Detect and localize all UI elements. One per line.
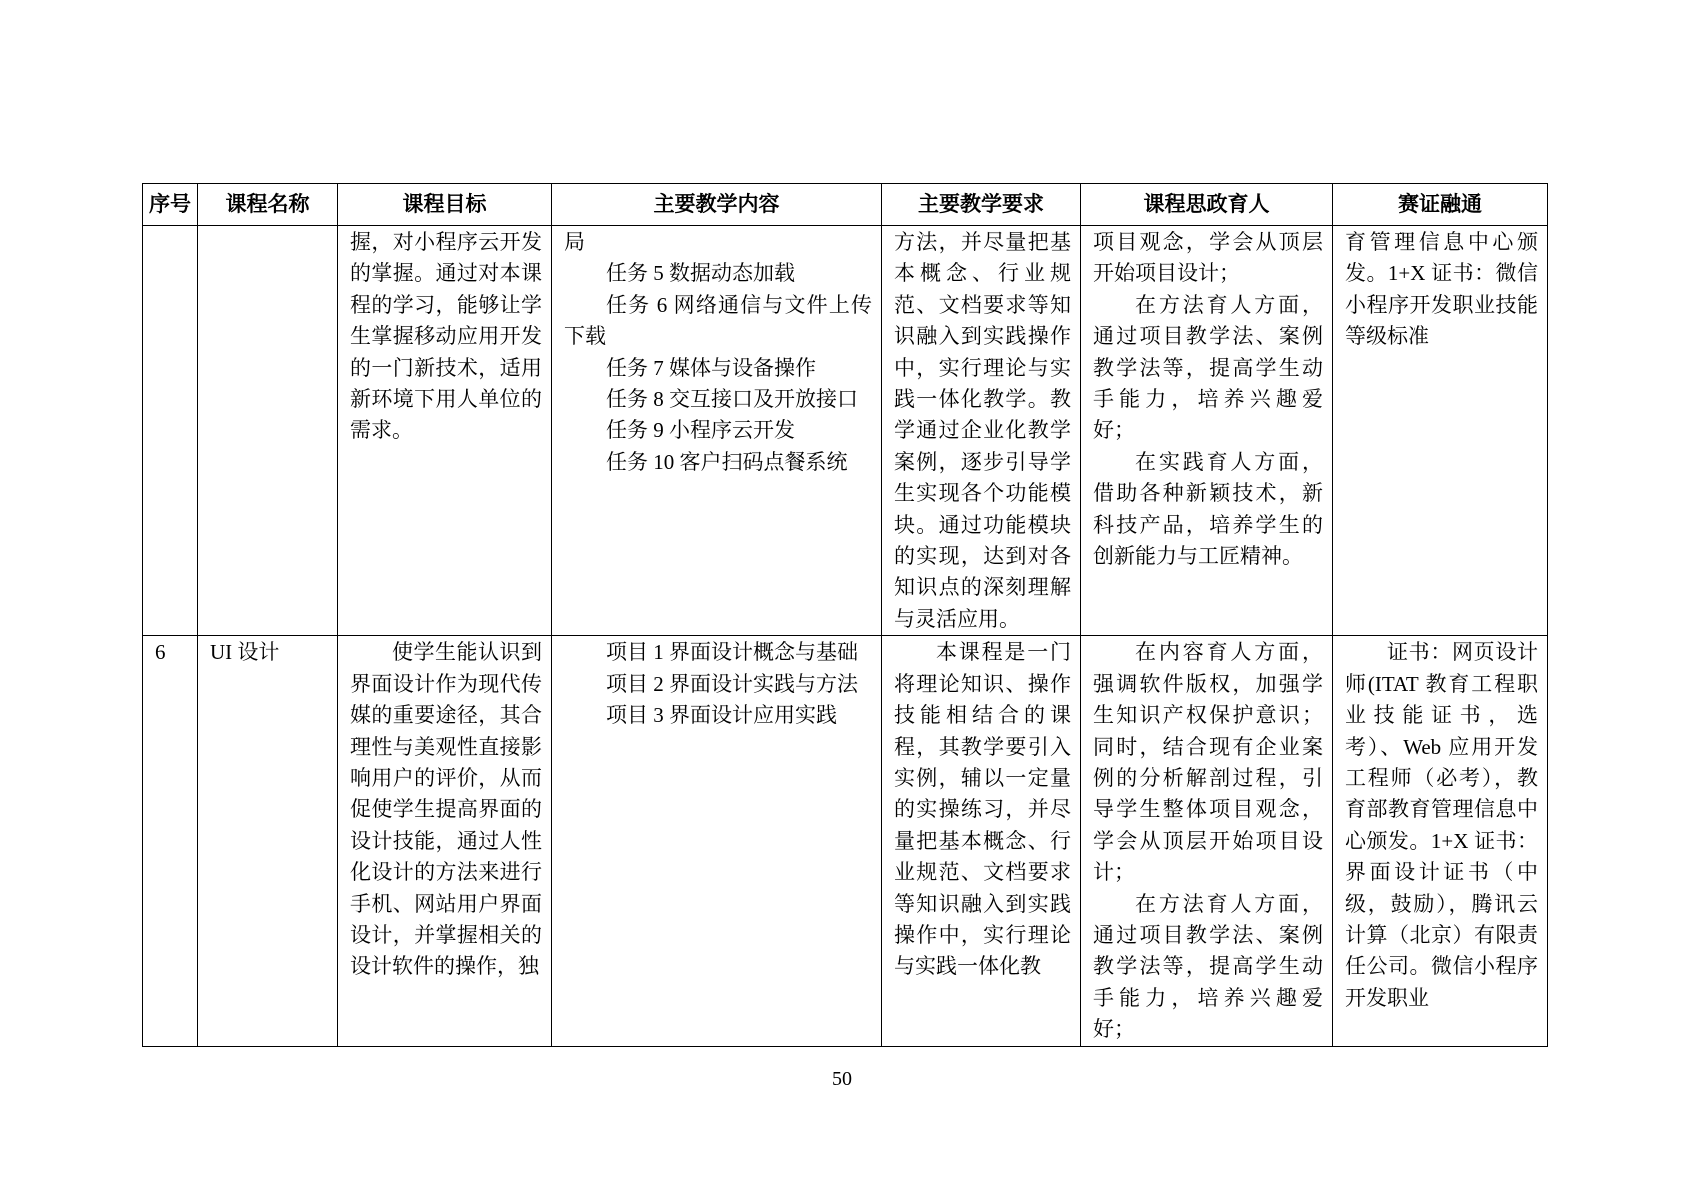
content-line: 任务 6 网络通信与文件上传下载 — [564, 292, 872, 349]
content-line: 项目 3 界面设计应用实践 — [606, 703, 837, 728]
cell-certificates — [1333, 636, 1548, 1046]
certificates-paragraph: 证书：网页设计师(ITAT 教育工程职业技能证书，选考）、Web 应用开发工程师（必考），教育部教育管理信息中心颁发。1+X 证书：界面设计证书（中级，鼓励），腾讯云计算（北京）有限责任公司。微信小程序开发职业 — [1345, 640, 1538, 1010]
col-header-requirements: 主要教学要求 — [882, 184, 1081, 226]
table-row-ui-design — [143, 636, 1548, 1046]
content-line: 任务 9 小程序云开发 — [606, 418, 795, 443]
requirements-paragraph: 本课程是一门将理论知识、操作技能相结合的课程，其教学要引入实例，辅以一定量的实操练习，并尽量把基本概念、行业规范、文档要求等知识融入到实践操作中，实行理论与实践一体化教 — [894, 640, 1071, 979]
goal-paragraph: 握，对小程序云开发的掌握。通过对本课程的学习，能够让学生掌握移动应用开发的一门新技术，适用新环境下用人单位的需求。 — [350, 230, 542, 443]
ideology-paragraph: 在内容育人方面，强调软件版权，加强学生知识产权保护意识；同时，结合现有企业案例的分析解剖过程，引导学生整体项目观念，学会从顶层开始项目设计； — [1093, 640, 1323, 885]
cell-course-name — [198, 636, 338, 1046]
certificates-paragraph: 育管理信息中心颁发。1+X 证书：微信小程序开发职业技能等级标准 — [1345, 230, 1538, 349]
ideology-paragraph: 在方法育人方面，通过项目教学法、案例教学法等，提高学生动手能力，培养兴趣爱好； — [1093, 292, 1323, 443]
content-line: 项目 2 界面设计实践与方法 — [606, 671, 858, 696]
goal-paragraph: 使学生能认识到界面设计作为现代传媒的重要途径，其合理性与美观性直接影响用户的评价，从而促使学生提高界面的设计技能，通过人性化设计的方法来进行手机、网站用户界面设计，并掌握相关的设计软件的操作，独 — [350, 640, 542, 979]
table-body — [143, 226, 1548, 1047]
header-row — [143, 184, 1548, 226]
col-header-seq: 序号 — [143, 184, 198, 226]
cell-requirements — [882, 636, 1081, 1046]
cell-seq — [143, 226, 198, 636]
col-header-certificates: 赛证融通 — [1333, 184, 1548, 226]
page-number: 50 — [832, 1068, 852, 1090]
cell-seq — [143, 636, 198, 1046]
table-header — [143, 184, 1548, 226]
cell-content — [552, 636, 882, 1046]
content-line: 局 — [564, 230, 585, 254]
content-line: 任务 8 交互接口及开放接口 — [606, 387, 858, 412]
col-header-ideology: 课程思政育人 — [1081, 184, 1333, 226]
content-line: 任务 10 客户扫码点餐系统 — [606, 449, 848, 474]
content-line: 项目 1 界面设计概念与基础 — [606, 640, 858, 665]
col-header-content: 主要教学内容 — [552, 184, 882, 226]
cell-goal — [338, 636, 552, 1046]
ideology-paragraph: 项目观念，学会从顶层开始项目设计； — [1093, 230, 1323, 286]
requirements-paragraph: 方法，并尽量把基本概念、行业规范、文档要求等知识融入到实践操作中，实行理论与实践一体化教学。教学通过企业化教学案例，逐步引导学生实现各个功能模块。通过功能模块的实现，达到对各知识点的深刻理解与灵活应用。 — [894, 230, 1071, 631]
cell-ideology — [1081, 636, 1333, 1046]
content-line: 任务 5 数据动态加载 — [606, 261, 795, 286]
cell-certificates — [1333, 226, 1548, 636]
cell-course-name — [198, 226, 338, 636]
course-name-value: UI 设计 — [210, 640, 280, 665]
content-line: 任务 7 媒体与设备操作 — [606, 355, 816, 380]
curriculum-table — [142, 183, 1548, 1047]
col-header-course-name: 课程名称 — [198, 184, 338, 226]
cell-content — [552, 226, 882, 636]
ideology-paragraph: 在方法育人方面，通过项目教学法、案例教学法等，提高学生动手能力，培养兴趣爱好； — [1093, 891, 1323, 1042]
col-header-goal: 课程目标 — [338, 184, 552, 226]
ideology-paragraph: 在实践育人方面，借助各种新颖技术，新科技产品，培养学生的创新能力与工匠精神。 — [1093, 449, 1323, 569]
cell-requirements — [882, 226, 1081, 636]
cell-goal — [338, 226, 552, 636]
cell-ideology — [1081, 226, 1333, 636]
table-row-continuation — [143, 226, 1548, 636]
seq-value: 6 — [155, 640, 166, 665]
